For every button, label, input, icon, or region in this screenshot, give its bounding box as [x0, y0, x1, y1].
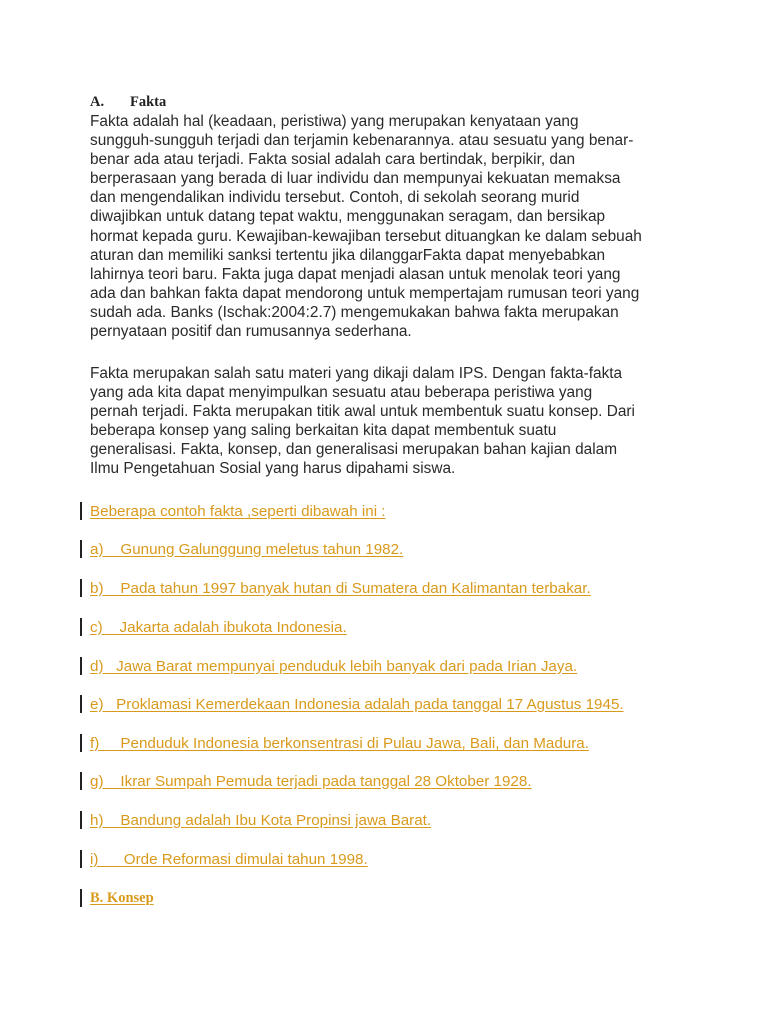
examples-intro-row	[80, 500, 386, 522]
paragraph-line: diwajibkan untuk datang tepat waktu, menggunakan seragam, dan bersikap	[90, 208, 606, 226]
paragraph-line: sudah ada. Banks (Ischak:2004:2.7) mengemukakan bahwa fakta merupakan	[90, 303, 619, 321]
paragraph-line: yang ada kita dapat menyimpulkan sesuatu atau beberapa peristiwa yang	[90, 384, 593, 402]
change-bar	[80, 734, 82, 752]
paragraph-line: pernyataan positif dan rumusannya sederhana.	[90, 323, 412, 341]
example-link[interactable]: b) Pada tahun 1997 banyak hutan di Sumatera dan Kalimantan terbakar.	[90, 579, 591, 597]
example-link[interactable]: i) Orde Reformasi dimulai tahun 1998.	[90, 850, 368, 868]
change-bar	[80, 889, 82, 907]
change-bar	[80, 618, 82, 636]
example-item-b	[80, 577, 591, 599]
example-item-f	[80, 732, 589, 754]
example-link[interactable]: d) Jawa Barat mempunyai penduduk lebih banyak dari pada Irian Jaya.	[90, 657, 578, 675]
example-item-e	[80, 693, 624, 715]
change-bar	[80, 772, 82, 790]
change-bar	[80, 657, 82, 675]
change-bar	[80, 540, 82, 558]
change-bar	[80, 811, 82, 829]
example-item-d	[80, 655, 577, 677]
paragraph-line: berperasaan yang berada di luar individu dan mempunyai kekuatan memaksa	[90, 170, 621, 188]
example-item-i	[80, 848, 368, 870]
section-b-konsep-link[interactable]: B. Konsep	[90, 889, 154, 906]
paragraph-line: hormat kepada guru. Kewajiban-kewajiban tersebut dituangkan ke dalam sebuah	[90, 227, 642, 245]
example-item-h	[80, 809, 431, 831]
section-a-heading	[90, 94, 166, 111]
paragraph-line: sungguh-sungguh terjadi dan terjamin kebenarannya. atau sesuatu yang benar-	[90, 132, 634, 150]
paragraph-line: Ilmu Pengetahuan Sosial yang harus dipahami siswa.	[90, 460, 456, 478]
example-link[interactable]: h) Bandung adalah Ibu Kota Propinsi jawa Barat.	[90, 811, 432, 829]
paragraph-line: Fakta merupakan salah satu materi yang dikaji dalam IPS. Dengan fakta-fakta	[90, 365, 623, 382]
paragraph-line: Fakta adalah hal (keadaan, peristiwa) yang merupakan kenyataan yang	[90, 113, 579, 130]
paragraph-line: benar ada atau terjadi. Fakta sosial adalah cara bertindak, berpikir, dan	[90, 151, 576, 169]
section-a-letter: A.	[90, 94, 105, 110]
example-link[interactable]: f) Penduduk Indonesia berkonsentrasi di Pulau Jawa, Bali, dan Madura.	[90, 734, 589, 752]
change-bar	[80, 502, 82, 520]
section-b-row	[80, 887, 154, 909]
example-item-a	[80, 538, 403, 560]
section-a-title: Fakta	[130, 94, 167, 110]
example-link[interactable]: g) Ikrar Sumpah Pemuda terjadi pada tanggal 28 Oktober 1928.	[90, 772, 532, 790]
change-bar	[80, 695, 82, 713]
example-link[interactable]: a) Gunung Galunggung meletus tahun 1982.	[90, 540, 404, 558]
paragraph-line: pernah terjadi. Fakta merupakan titik awal untuk membentuk suatu konsep. Dari	[90, 403, 635, 421]
examples-intro-link[interactable]: Beberapa contoh fakta ,seperti dibawah ini :	[90, 502, 386, 520]
paragraph-line: beberapa konsep yang saling berkaitan kita dapat membentuk suatu	[90, 422, 557, 440]
example-link[interactable]: c) Jakarta adalah ibukota Indonesia.	[90, 618, 347, 636]
paragraph-line: ada dan bahkan fakta dapat mendorong untuk mempertajam rumusan teori yang	[90, 284, 640, 302]
change-bar	[80, 850, 82, 868]
example-item-g	[80, 770, 532, 792]
paragraph-fakta-definition	[90, 112, 690, 341]
paragraph-line: aturan dan memiliki sanksi tertentu jika dilanggarFakta dapat menyebabkan	[90, 246, 606, 264]
paragraph-line: dan mengendalikan individu tersebut. Contoh, di sekolah seorang murid	[90, 189, 580, 207]
example-item-c	[80, 616, 347, 638]
paragraph-fakta-ips	[90, 364, 690, 479]
paragraph-line: lahirnya teori baru. Fakta juga dapat menjadi alasan untuk menolak teori yang	[90, 265, 621, 283]
paragraph-line: generalisasi. Fakta, konsep, dan generalisasi merupakan bahan kajian dalam	[90, 441, 618, 459]
example-link[interactable]: e) Proklamasi Kemerdekaan Indonesia adalah pada tanggal 17 Agustus 1945.	[90, 695, 624, 713]
change-bar	[80, 579, 82, 597]
